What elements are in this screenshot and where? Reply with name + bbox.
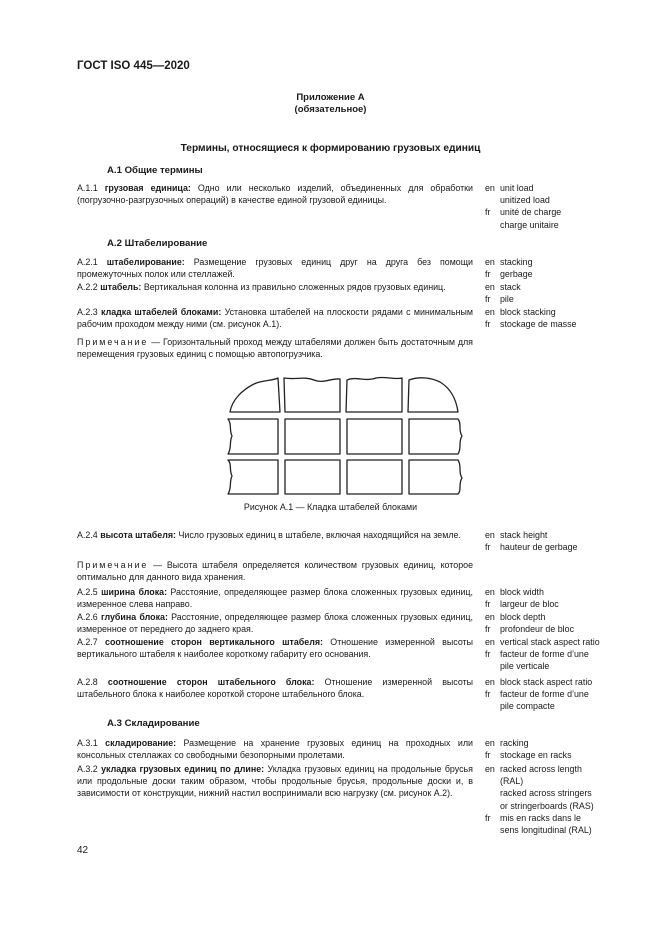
note-text: — Горизонтальный проход между штабелями должен быть достаточным для перемещения грузовых единиц с помощью автопогрузчика. (77, 337, 473, 360)
entry-a2-1 (77, 256, 473, 280)
term-fr: facteur de forme d’une (500, 689, 589, 700)
entry-term: высота штабеля: (100, 530, 176, 540)
section-heading-a3: А.3 Складирование (107, 718, 200, 729)
page-number: 42 (77, 845, 89, 856)
lang-code-fr: fr (485, 542, 491, 553)
term-en: block stacking (500, 307, 556, 317)
entry-term: соотношение сторон штабельного блока: (107, 677, 315, 687)
lang-equivalents-a2-6 (485, 611, 635, 635)
term-en: racked across length (500, 764, 582, 774)
lang-equivalents-a2-4 (485, 529, 635, 553)
entry-term: укладка грузовых единиц по длине: (101, 764, 265, 774)
entry-number: А.2.7 (77, 637, 106, 647)
term-fr: stockage en racks (500, 750, 572, 761)
term-en: block stack aspect ratio (500, 677, 593, 687)
term-fr: unité de charge (500, 207, 562, 218)
appendix-status: (обязательное) (294, 104, 367, 115)
entry-term: штабель: (100, 282, 142, 292)
entry-definition: Расстояние, определяющее размер блока сложенных грузовых единиц, измеренное от переднего до заднего края. (77, 612, 473, 635)
entry-a3-2 (77, 763, 473, 800)
term-en: block depth (500, 612, 546, 622)
entry-number: А.1.1 (77, 183, 105, 193)
lang-code-en: en (485, 587, 495, 597)
term-fr: mis en racks dans le (500, 812, 581, 823)
note-label: Примечание (77, 337, 149, 347)
figure-caption: Рисунок А.1 — Кладка штабелей блоками (243, 502, 418, 512)
lang-equivalents-a2-1 (485, 256, 635, 280)
entry-number: А.2.4 (77, 530, 101, 540)
lang-code-fr: fr (485, 689, 491, 700)
lang-equivalents-a2-2 (485, 281, 635, 305)
term-en: (RAL) (500, 776, 524, 787)
stack-block-top-2 (284, 378, 340, 412)
stack-block-bot-3 (347, 460, 402, 494)
term-fr: pile compacte (500, 701, 555, 712)
lang-equivalents-a2-8 (485, 676, 635, 713)
entry-definition: Размещение на хранение грузовых единиц на проходных или консольных стеллажах со свободными безопорными пролетами. (77, 738, 473, 761)
term-en: stack (500, 282, 521, 292)
term-en: vertical stack aspect ratio (500, 637, 600, 647)
lang-code-en: en (485, 677, 495, 687)
entry-number: А.2.1 (77, 257, 107, 267)
lang-code-fr: fr (485, 812, 491, 823)
term-en: unit load (500, 183, 534, 193)
entry-term: соотношение сторон вертикального штабеля: (105, 637, 323, 647)
entry-definition: Отношение измеренной высоты штабельного блока к наиболее короткой стороне штабельного блока. (77, 677, 474, 700)
note-text: — Высота штабеля определяется количеством грузовых единиц, которое оптимально для данного вида хранения. (77, 560, 473, 583)
entry-a2-2 (77, 281, 473, 293)
entry-a1-1 (77, 182, 473, 206)
lang-equivalents-a3-2 (485, 763, 635, 836)
lang-code-en: en (485, 637, 495, 647)
lang-code-fr: fr (485, 319, 491, 330)
stack-block-mid-3 (347, 419, 402, 454)
lang-code-fr: fr (485, 294, 491, 305)
lang-code-en: en (485, 738, 495, 748)
lang-code-en: en (485, 612, 495, 622)
entry-definition: Расстояние, определяющее размер блока сложенных грузовых единиц, измеренное слева направо. (77, 587, 473, 610)
lang-code-fr: fr (485, 750, 491, 761)
term-en: stacking (500, 257, 533, 267)
stack-block-bot-1 (228, 460, 278, 494)
lang-code-fr: fr (485, 649, 491, 660)
lang-code-en: en (485, 307, 495, 317)
entry-term: грузовая единица: (104, 183, 191, 193)
entry-a2-7 (77, 636, 473, 660)
term-fr: charge unitaire (500, 219, 559, 230)
appendix-title: Приложение А (296, 92, 365, 103)
section-heading-a1: А.1 Общие термины (107, 165, 203, 176)
lang-equivalents-a3-1 (485, 737, 635, 761)
entry-definition: Укладка грузовых единиц на продольные брусья или продольные доски таким образом, чтобы продольные брусья, продольные доски и, в зависимости от конструкции, нижний настил воспринимали всю нагрузку (см. рисунок А.2). (77, 764, 473, 799)
term-en: stack height (500, 530, 548, 540)
entry-a2-4 (77, 529, 473, 541)
stack-block-mid-2 (285, 419, 340, 454)
entry-number: А.2.2 (77, 282, 101, 292)
lang-code-en: en (485, 282, 495, 292)
entry-a2-8 (77, 676, 473, 700)
main-title: Термины, относящиеся к формированию грузовых единиц (180, 143, 481, 154)
lang-code-fr: fr (485, 624, 491, 635)
entry-a3-1 (77, 737, 473, 761)
entry-definition: Отношение измеренной высоты вертикального штабеля к наиболее короткому габариту его основания. (77, 637, 473, 660)
entry-definition: Установка штабелей на плоскости рядами с минимальным рабочим проходом между ними (см. рисунок А.1). (77, 307, 473, 330)
entry-number: А.2.8 (77, 677, 108, 687)
entry-number: А.3.1 (77, 738, 106, 748)
entry-number: А.2.5 (77, 587, 102, 597)
stack-block-top-3 (346, 377, 402, 412)
entry-term: штабелирование: (106, 257, 185, 267)
term-en: block width (500, 587, 544, 597)
term-fr: facteur de forme d’une (500, 649, 589, 660)
term-en: or stringerboards (RAS) (500, 800, 594, 811)
entry-term: складирование: (105, 738, 177, 748)
term-en: unitized load (500, 195, 550, 206)
term-fr: pile (500, 294, 514, 305)
lang-code-fr: fr (485, 269, 491, 280)
lang-equivalents-a1-1 (485, 182, 635, 231)
lang-code-en: en (485, 257, 495, 267)
term-fr: stockage de masse (500, 319, 577, 330)
stack-block-top-1 (230, 378, 280, 412)
entry-a2-6 (77, 611, 473, 635)
document-header: ГОСТ ISO 445—2020 (77, 60, 190, 72)
lang-code-en: en (485, 764, 495, 774)
lang-code-en: en (485, 530, 495, 540)
entry-a2-5 (77, 586, 473, 610)
term-fr: profondeur de bloc (500, 624, 575, 635)
stack-block-bot-2 (285, 460, 340, 494)
entry-definition: Вертикальная колонна из правильно сложенных рядов грузовых единиц. (141, 282, 446, 292)
term-en: racking (500, 738, 529, 748)
entry-term: глубина блока: (100, 612, 168, 622)
lang-code-fr: fr (485, 599, 491, 610)
lang-equivalents-a2-7 (485, 636, 635, 673)
stack-block-mid-4 (409, 419, 462, 454)
term-fr: hauteur de gerbage (500, 542, 578, 553)
note-2 (77, 559, 473, 583)
entry-number: А.2.3 (77, 307, 102, 317)
entry-number: А.2.6 (77, 612, 101, 622)
note-1 (77, 336, 473, 360)
note-label: Примечание (77, 560, 149, 570)
stack-block-bot-4 (409, 460, 462, 494)
term-fr: largeur de bloc (500, 599, 559, 610)
entry-term: кладка штабелей блоками: (101, 307, 222, 317)
stack-block-mid-1 (228, 419, 278, 454)
term-fr: pile verticale (500, 661, 550, 672)
entry-definition: Размещение грузовых единиц друг на друга без помощи промежуточных полок или стеллажей. (77, 257, 473, 280)
entry-definition: Число грузовых единиц в штабеле, включая находящийся на земле. (176, 530, 461, 540)
entry-number: А.3.2 (77, 764, 102, 774)
entry-definition: Одно или несколько изделий, объединенных для обработки (погрузочно-разгрузочных операций) в качестве единой грузовой единицы. (77, 183, 473, 206)
lang-equivalents-a2-3 (485, 306, 635, 330)
entry-term: ширина блока: (101, 587, 168, 597)
term-en: racked across stringers (500, 788, 592, 799)
stack-block-top-4 (408, 378, 458, 412)
lang-code-en: en (485, 183, 495, 193)
term-fr: gerbage (500, 269, 533, 280)
lang-code-fr: fr (485, 207, 491, 218)
entry-a2-3 (77, 306, 473, 330)
figure-block-stacking (220, 372, 470, 497)
term-fr: sens longitudinal (RAL) (500, 825, 592, 836)
lang-equivalents-a2-5 (485, 586, 635, 610)
section-heading-a2: А.2 Штабелирование (107, 238, 208, 249)
